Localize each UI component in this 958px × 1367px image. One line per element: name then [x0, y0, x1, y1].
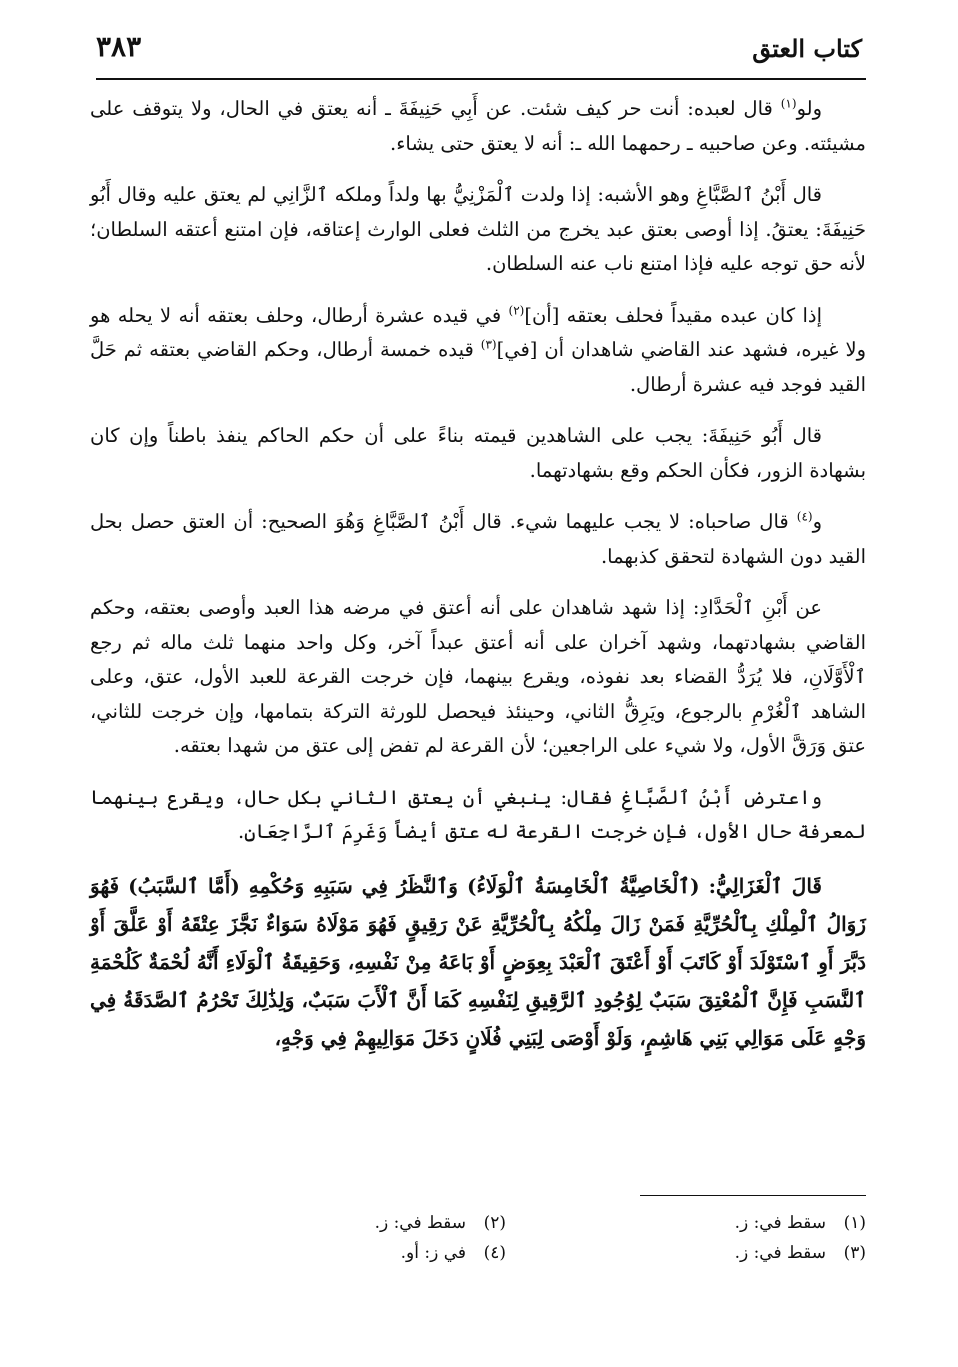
footnote-text: في ز: أو.: [400, 1243, 466, 1263]
paragraph-lead: ولو: [796, 97, 822, 120]
footnote-number: (٣): [843, 1243, 866, 1263]
footnote-3: [506, 1238, 866, 1268]
running-title: كتاب العتق: [752, 34, 862, 63]
paragraph-text: قال أَبْنُ ٱلصَّبَّاغِ وهو الأشبه: إذا ولدت ٱلْمَزْنِيُّ بها ولداً وملكه ٱلزَّانِي لم يعتق عليه وقال أَبُو حَنِيفَةَ: يعتقُ. إذا أوصى بعتق عبد يخرج من الثلث فعلى الوارث إعتاقه، فإن امتنع أعتقه السلطان؛ لأنه حق توجه عليه فإذا امتنع ناب عنه السلطان.: [90, 183, 866, 275]
footnote-ref-4: (٤): [796, 509, 813, 524]
paragraph-text: قال أَبُو حَنِيفَةَ: يجب على الشاهدين قيمته بناءً على أن حكم الحاكم ينفذ باطناً وإن كان بشهادة الزور، فكأن الحكم وقع بشهادتهما.: [90, 424, 866, 482]
footnote-ref-2: (٢): [508, 303, 525, 317]
footnote-text: سقط في: ز.: [734, 1213, 826, 1233]
footnote-number: (١): [843, 1213, 866, 1233]
paragraph-2: [90, 178, 866, 282]
header-rule: [96, 78, 866, 80]
page-header: [96, 28, 862, 76]
footnote-number: (٢): [483, 1213, 506, 1233]
footnote-row: [96, 1208, 866, 1238]
footnote-row: [96, 1238, 866, 1268]
paragraph-text: قال لعبده: أنت حر كيف شئت. عن أَبِي حَنِيفَةَ ـ أنه يعتق في الحال، ولا يتوقف على مشيئته. وعن صاحبيه ـ رحمهما الله ـ: أنه لا يعتق حتى يشاء.: [90, 97, 866, 155]
footnote-text: سقط في: ز.: [374, 1213, 466, 1233]
footnote-text: سقط في: ز.: [734, 1243, 826, 1263]
paragraph-text: في قيده عشرة أرطال، وحلف بعتقه أنه لا يحله هو ولا غيره، فشهد عند القاضي شاهدان أن [في]: [90, 303, 866, 361]
paragraph-text: قال صاحباه: لا يجب عليهما شيء. قال أَبْنُ ٱلصَّبَّاغِ وَهُوَ الصحيح: أن العتق حصل بحل القيد دون الشهادة لتحقق كذبهما.: [90, 510, 866, 568]
footnote-rule: [640, 1195, 866, 1196]
footnote-4: [146, 1238, 506, 1268]
paragraph-4: [90, 419, 866, 488]
page-number: ٣٨٣: [96, 30, 142, 63]
paragraph-lead: إذا كان عبده مقيداً فحلف بعتقه [أن]: [524, 303, 822, 327]
footnote-number: (٤): [483, 1243, 506, 1263]
footnote-ref-1: (١): [780, 96, 797, 111]
paragraph-text-cont: قيده خمسة أرطال، وحكم القاضي بعتقه ثم حَلَّ القيد فوجد فيه عشرة أرطال.: [90, 338, 866, 396]
footnote-1: [506, 1208, 866, 1238]
ghazali-quote: قَالَ ٱلْغَزَالِيُّ: (ٱلْخَاصِيَّةُ ٱلْخَامِسَةُ ٱلْوَلَاءُ) وَٱلنَّظَرُ فِي سَبَبِهِ وَحُكْمِهِ (أَمَّا ٱلسَّبَبُ) فَهُوَ زَوَالُ ٱلْمِلْكِ بِٱلْحُرِّيَّةِ فَمَنْ زَالَ مِلْكُهُ بِٱلْحُرِّيَّةِ عَنْ رَقِيقٍ فَهُوَ مَوْلَاهُ سَوَاءٌ نَجَّزَ عِتْقَهُ أَوْ عَلَّقَ أَوْ دَبَّرَ أَوِ ٱسْتَوْلَدَ أَوْ كَاتَبَ أَوْ أَعْتَقَ ٱلْعَبْدَ بِعِوَضٍ أَوْ بَاعَهُ مِنْ نَفْسِهِ، وَحَقِيقَةُ ٱلْوَلَاءِ أَنَّهُ لُحْمَةٌ كَلُحْمَةِ ٱلنَّسَبِ فَإِنَّ ٱلْمُعْتِقَ سَبَبٌ لِوُجُودِ ٱلرَّقِيقِ لِنَفْسِهِ كَمَا أَنَّ ٱلْأَبَ سَبَبٌ، وَلِذَٰلِكَ تَحْرُمُ ٱلصَّدَقَةُ فِي وَجْهٍ عَلَى مَوَالِي بَنِي هَاشِمٍ، وَلَوْ أَوْصَى لِبَنِي فُلَانٍ دَخَلَ مَوَالِيهِمْ فِي وَجْهٍ،: [90, 873, 866, 1050]
footnote-ref-3: (٣): [480, 337, 497, 352]
paragraph-5: [90, 505, 866, 574]
paragraph-1: [90, 92, 866, 161]
footnote-2: [146, 1208, 506, 1238]
paragraph-text: واعترض أَبْنُ ٱلصَّبَّاغِ فقال: ينبغي أن يعتق الثاني بكل حال، ويقرع بينهما لمعرفة حال الأول، فإن خرجت القرعة له عتق أيضاً وَغَرِمَ ٱلرَّاجِعَانِ.: [90, 785, 866, 843]
paragraph-6: [90, 591, 866, 764]
main-text: [90, 92, 866, 1074]
paragraph-7: [90, 781, 866, 850]
paragraph-3: [90, 299, 866, 403]
paragraph-text: عن أَبْنِ ٱلْحَدَّادِ: إذا شهد شاهدان على أنه أعتق في مرضه هذا العبد وأوصى بعتقه، وحكم القاضي بشهادتهما، وشهد آخران على أنه أعتق عبداً آخر، وكل واحد منهما ثلث ماله ثم رجع ٱلْأَوَّلَانِ، فلا يُرَدُّ القضاء بعد نفوذه، ويقرع بينهما، فإن خرجت القرعة للعبد الأول، عتق، وعلى الشاهد ٱلْغُرْمِ بالرجوع، ويَرِقُّ الثاني، وحينئذ فيحصل للورثة التركة بتمامها، وإن خرجت للثاني، عتق وَرَقَّ الأول، ولا شيء على الراجعين؛ لأن القرعة لم تفض إلى عتق من شهدا بعتقه.: [90, 596, 866, 757]
footnotes: [96, 1208, 866, 1268]
paragraph-lead: و: [812, 510, 822, 533]
